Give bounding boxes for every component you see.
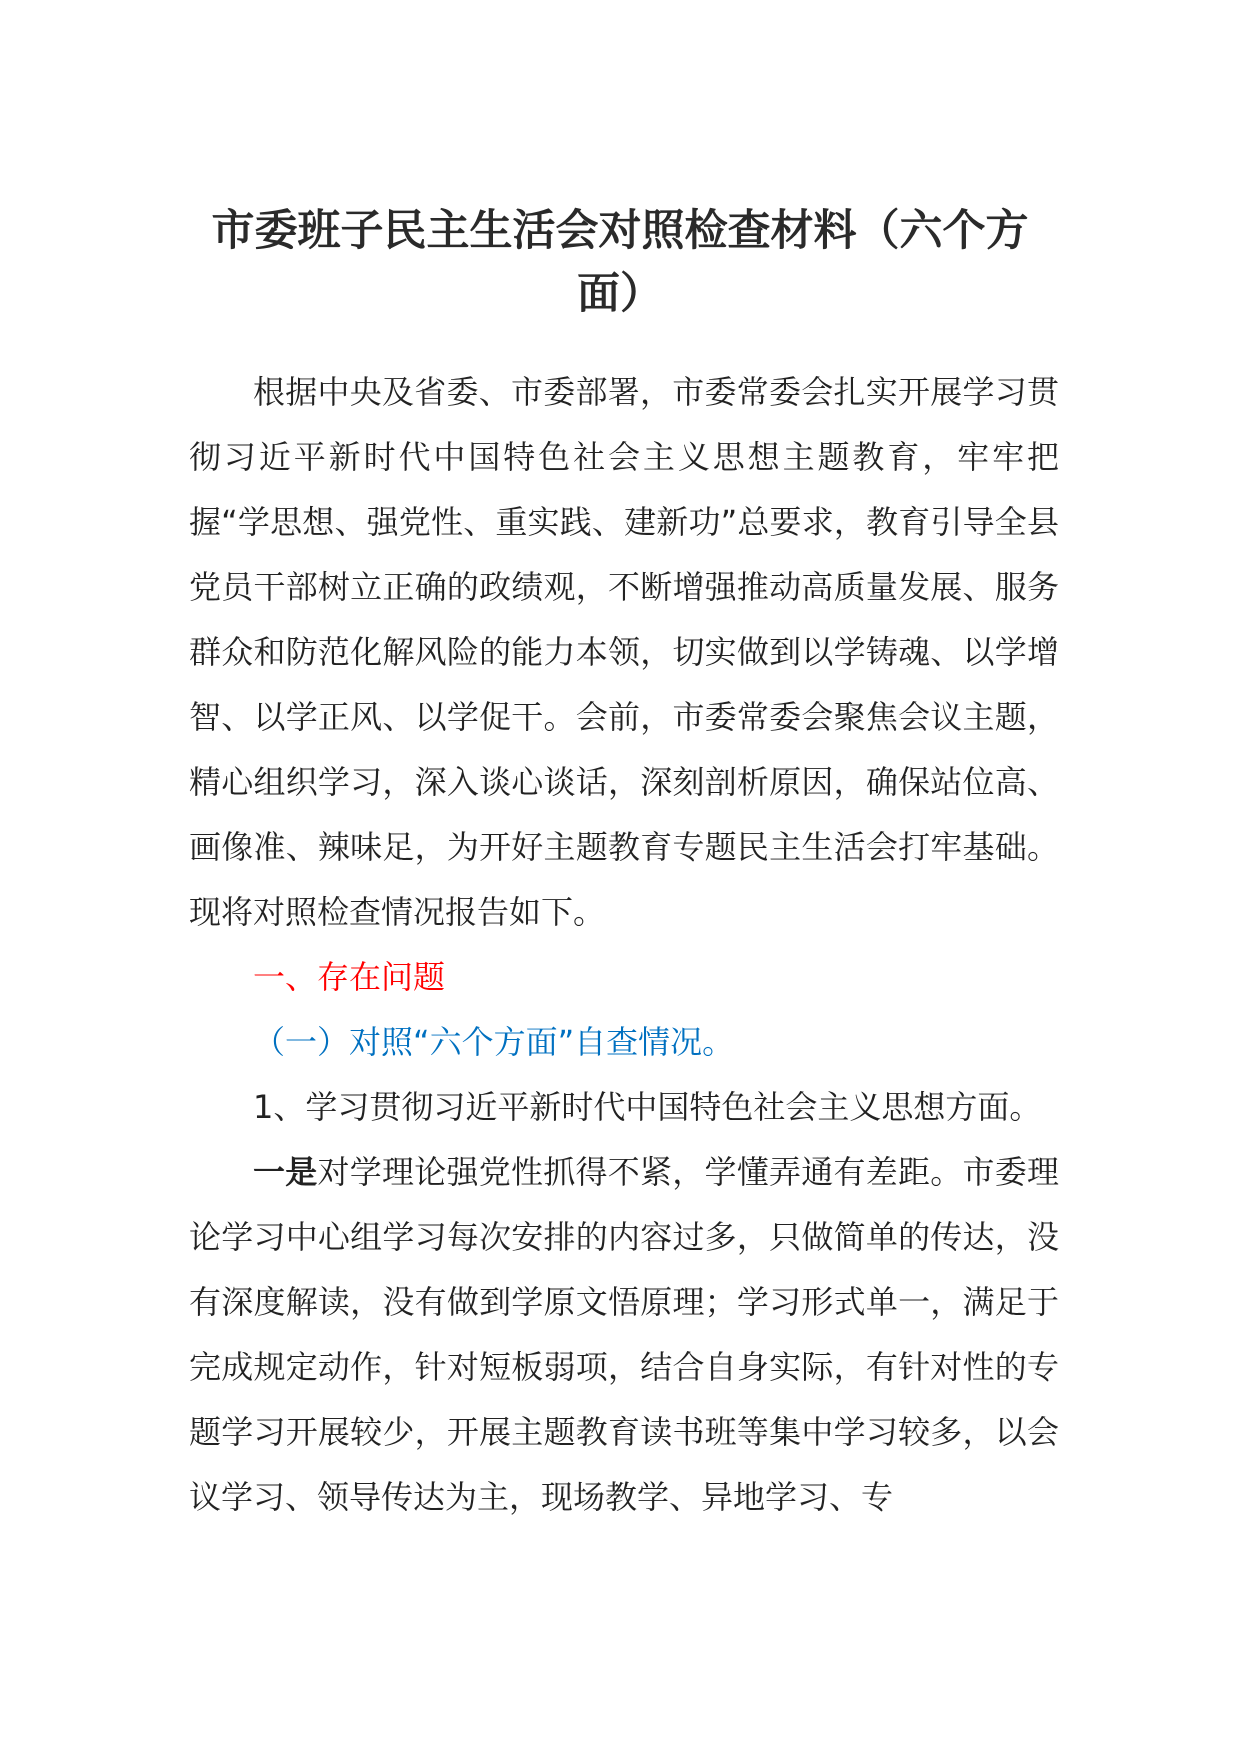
section-heading-problems: 一、存在问题 bbox=[253, 958, 446, 996]
point-text: 对学理论强党性抓得不紧，学懂弄通有差距。市委理论学习中心组学习每次安排的内容过多，只做简单的传达，没有深度解读，没有做到学原文悟原理；学习形式单一，满足于完成规定动作，针对短板弱项，结合自身实际，有针对性的专题学习开展较少，开展主题教育读书班等集中学习较多，以会议学习、领导传达为主，现场教学、异地学习、专 bbox=[189, 1153, 1059, 1516]
intro-paragraph: 根据中央及省委、市委部署，市委常委会扎实开展学习贯彻习近平新时代中国特色社会主义思想主题教育，牢牢把握“学思想、强党性、重实践、建新功”总要求，教育引导全县党员干部树立正确的政绩观，不断增强推动高质量发展、服务群众和防范化解风险的能力本领，切实做到以学铸魂、以学增智、以学正风、以学促干。会前，市委常委会聚焦会议主题，精心组织学习，深入谈心谈话，深刻剖析原因，确保站位高、画像准、辣味足，为开好主题教育专题民主生活会打牢基础。现将对照检查情况报告如下。 bbox=[189, 373, 1059, 931]
point-paragraph-1 bbox=[189, 1140, 1059, 1530]
document-body bbox=[189, 360, 1059, 1530]
document-title: 市委班子民主生活会对照检查材料（六个方面） bbox=[211, 206, 1029, 319]
point-lead: 一是 bbox=[253, 1153, 318, 1191]
item-heading-study: 1、学习贯彻习近平新时代中国特色社会主义思想方面。 bbox=[253, 1088, 1042, 1126]
subsection-heading-self-check: （一）对照“六个方面”自查情况。 bbox=[253, 1023, 735, 1061]
